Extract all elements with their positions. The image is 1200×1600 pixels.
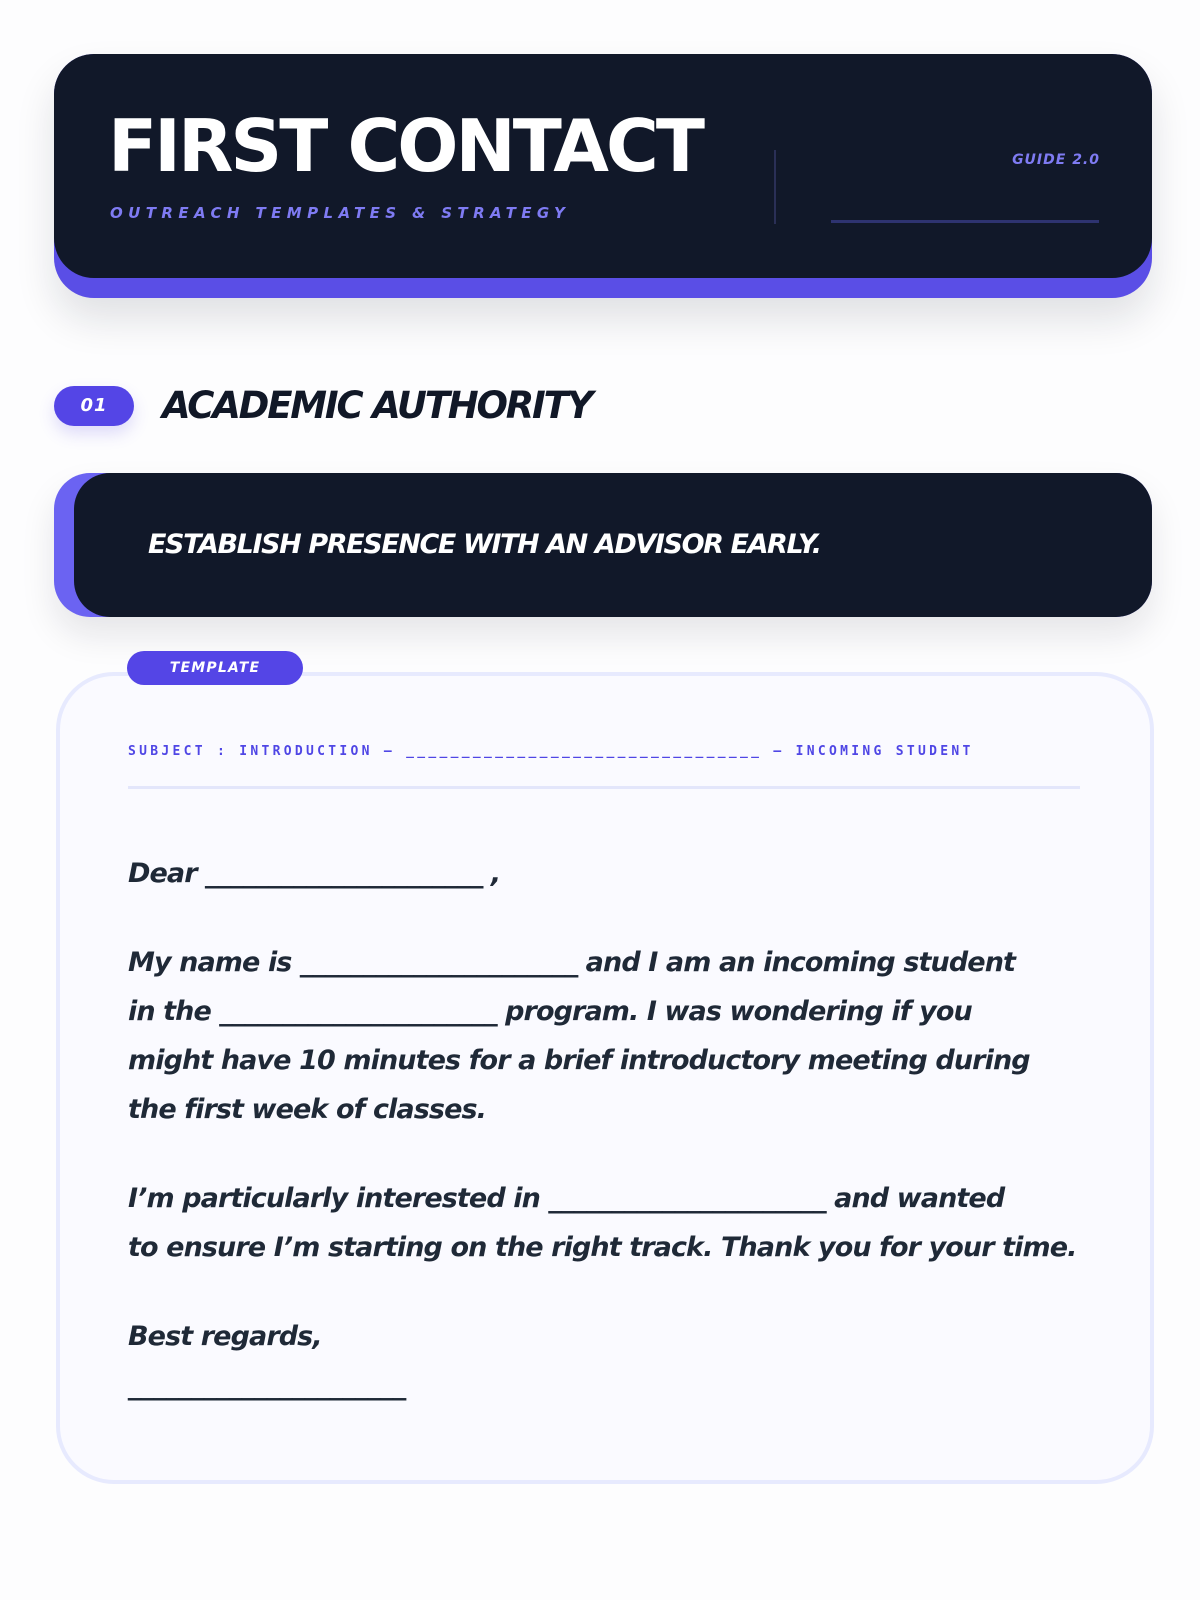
letter-line: to ensure I’m starting on the right track. Thank you for your time. bbox=[128, 1232, 1077, 1263]
header-panel bbox=[54, 54, 1152, 278]
tip-banner-text: ESTABLISH PRESENCE WITH AN ADVISOR EARLY. bbox=[148, 529, 821, 560]
page-subtitle: OUTREACH TEMPLATES & STRATEGY bbox=[110, 204, 571, 222]
email-subject-line: SUBJECT : INTRODUCTION — ________________________________ — INCOMING STUDENT bbox=[128, 744, 974, 759]
signature-blank: ______________________ bbox=[128, 1370, 406, 1401]
header-card bbox=[54, 54, 1152, 298]
tip-banner bbox=[54, 473, 1152, 617]
letter-line: My name is ______________________ and I am an incoming student bbox=[128, 947, 1016, 978]
letter-salutation: Dear ______________________ , bbox=[128, 858, 501, 889]
tip-banner-panel bbox=[74, 473, 1152, 617]
version-badge: GUIDE 2.0 bbox=[1012, 152, 1100, 168]
page-title: FIRST CONTACT bbox=[108, 104, 702, 188]
letter-closing: Best regards, bbox=[128, 1321, 322, 1352]
section-number-badge: 01 bbox=[54, 386, 134, 426]
header-rule bbox=[831, 220, 1099, 223]
letter-line: the first week of classes. bbox=[128, 1094, 487, 1125]
template-label: TEMPLATE bbox=[127, 651, 303, 685]
section-title: ACADEMIC AUTHORITY bbox=[162, 384, 592, 427]
subject-divider bbox=[128, 786, 1080, 789]
letter-line: I’m particularly interested in ______________________ and wanted bbox=[128, 1183, 1005, 1214]
letter-line: in the ______________________ program. I was wondering if you bbox=[128, 996, 972, 1027]
letter-line: might have 10 minutes for a brief introductory meeting during bbox=[128, 1045, 1030, 1076]
template-card bbox=[56, 672, 1154, 1484]
header-divider bbox=[774, 150, 776, 224]
